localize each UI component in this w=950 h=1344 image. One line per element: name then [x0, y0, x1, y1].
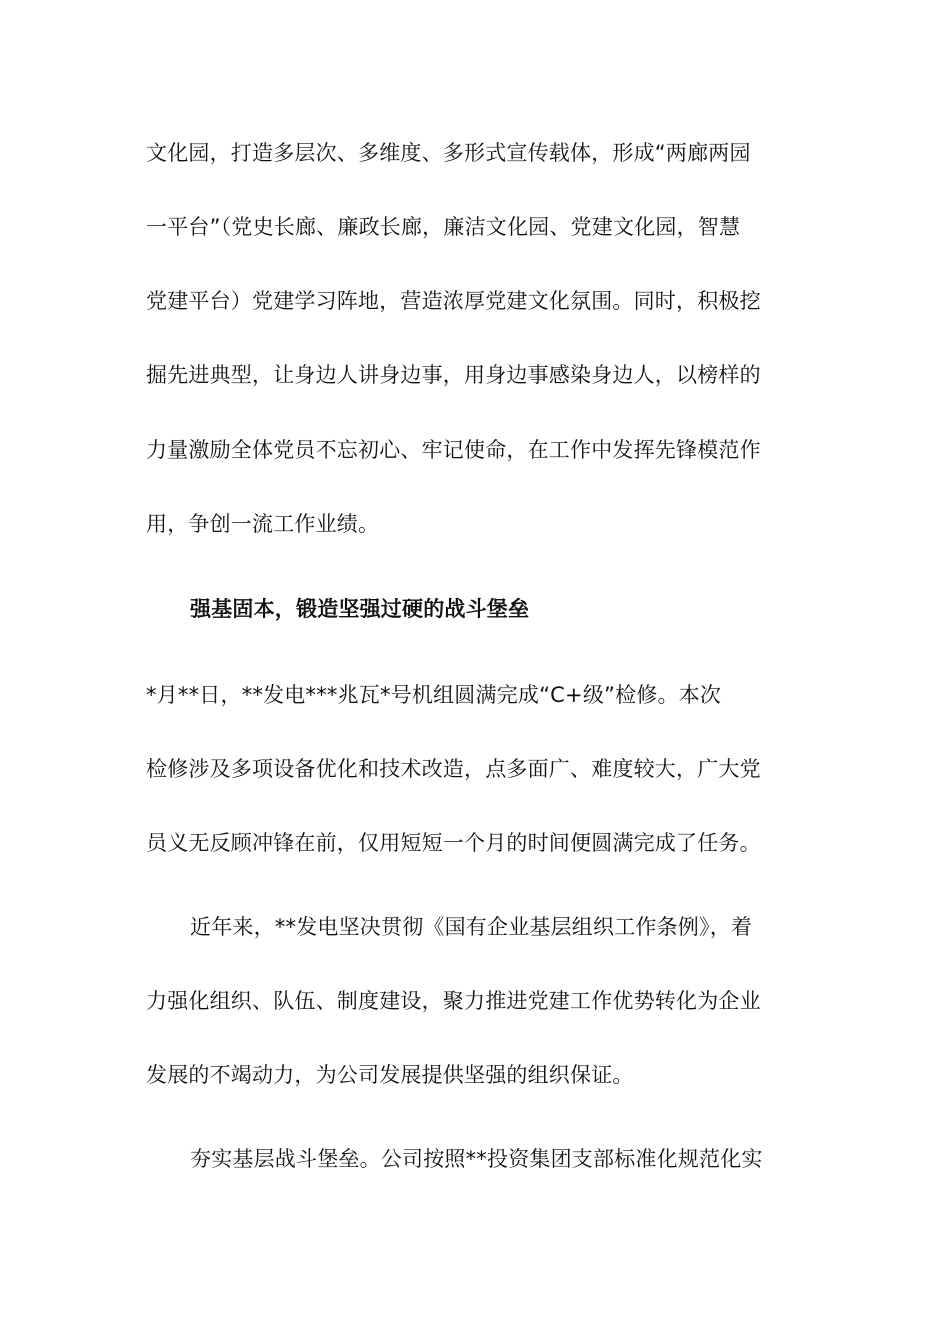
paragraph-first-line: 夯实基层战斗堡垒。公司按照**投资集团支部标准化规范化实 — [190, 1147, 763, 1171]
body-text-line: 用，争创一流工作业绩。 — [146, 512, 380, 536]
body-text-line: 力强化组织、队伍、制度建设，聚力推进党建工作优势转化为企业 — [146, 989, 761, 1013]
body-text-line: 员义无反顾冲锋在前，仅用短短一个月的时间便圆满完成了任务。 — [146, 831, 761, 855]
body-text-line: 党建平台）党建学习阵地，营造浓厚党建文化氛围。同时，积极挖 — [146, 289, 761, 313]
body-text-line: 一平台”（党史长廊、廉政长廊，廉洁文化园、党建文化园，智慧 — [146, 215, 741, 239]
body-text-line: 文化园，打造多层次、多维度、多形式宣传载体，形成“两廊两园 — [146, 141, 751, 165]
paragraph-first-line: 近年来，**发电坚决贯彻《国有企业基层组织工作条例》，着 — [190, 915, 753, 939]
section-heading: 强基固本，锻造坚强过硬的战斗堡垒 — [190, 597, 530, 621]
body-text-line: 力量激励全体党员不忘初心、牢记使命，在工作中发挥先锋模范作 — [146, 438, 761, 462]
body-text-line: 发展的不竭动力，为公司发展提供坚强的组织保证。 — [146, 1063, 634, 1087]
body-text-line: 检修涉及多项设备优化和技术改造，点多面广、难度较大，广大党 — [146, 757, 761, 781]
body-text-line: *月**日，**发电***兆瓦*号机组圆满完成“C+级”检修。本次 — [146, 683, 722, 707]
body-text-line: 掘先进典型，让身边人讲身边事，用身边事感染身边人，以榜样的 — [146, 363, 761, 387]
